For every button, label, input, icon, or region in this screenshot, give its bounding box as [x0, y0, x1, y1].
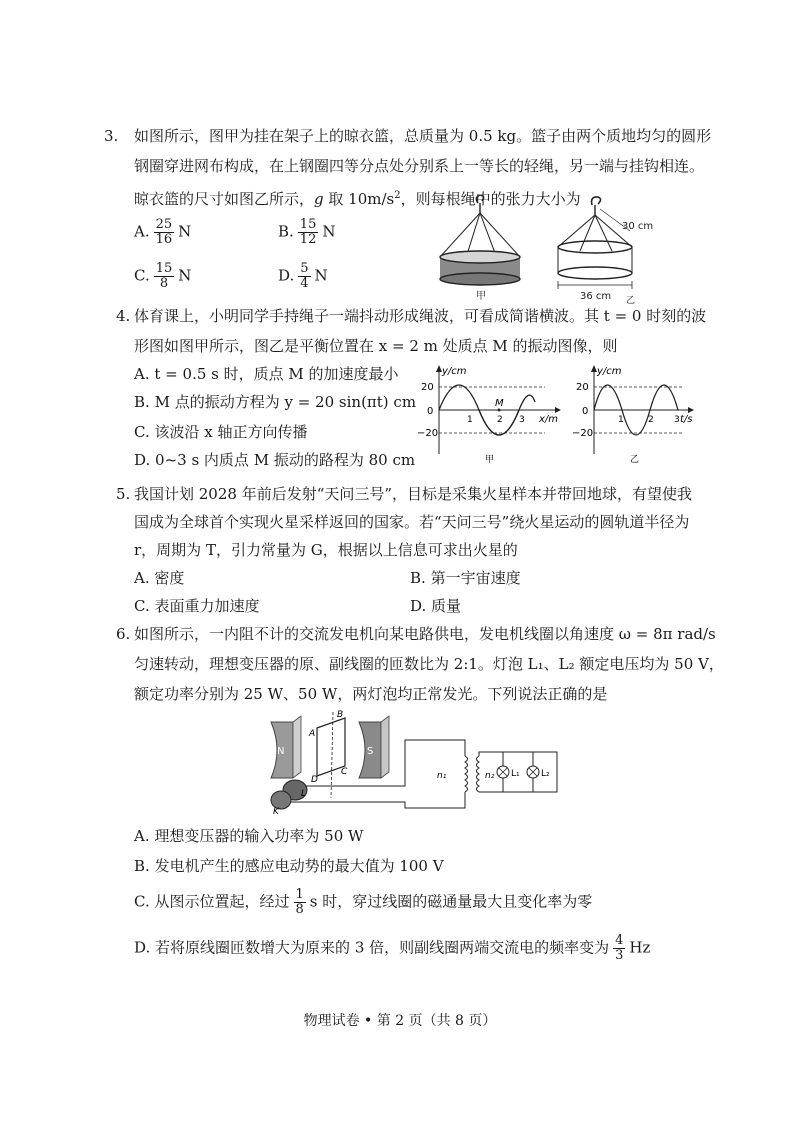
svg-text:S: S [367, 746, 374, 757]
q4-vibration-graph-yi [570, 362, 700, 467]
svg-text:A: A [309, 729, 316, 739]
svg-text:D: D [311, 775, 318, 785]
svg-text:3: 3 [674, 415, 680, 425]
q5-line-1: 我国计划 2028 年前后发射“天问三号”，目标是采集火星样本并带回地球，有望使我 [134, 485, 693, 503]
q4-option-d[interactable]: D. 0~3 s 内质点 M 振动的路程为 80 cm [134, 451, 416, 469]
q4-number: 4. [116, 307, 131, 325]
q4-wave-graph-jia [415, 362, 565, 467]
svg-text:x/m: x/m [539, 414, 559, 425]
q3-line-2: 钢圈穿进网布构成，在上钢圈四等分点处分别系上一等长的轻绳，另一端与挂钩相连。 [134, 157, 705, 175]
svg-text:0: 0 [582, 406, 589, 417]
point-m-label: M [495, 398, 504, 409]
q4-option-a[interactable]: A. t = 0.5 s 时，质点 M 的加速度最小 [134, 365, 399, 383]
q6-line-1: 如图所示，一内阻不计的交流发电机向某电路供电，发电机线圈以角速度 ω = 8π rad/s [134, 625, 716, 643]
svg-text:2: 2 [497, 415, 503, 425]
q6-line-3: 额定功率分别为 25 W、50 W，两灯泡均正常发光。下列说法正确的是 [134, 685, 608, 703]
q5-number: 5. [116, 485, 131, 503]
svg-text:−20: −20 [417, 428, 439, 439]
q6-option-c[interactable]: C. 从图示位置起，经过 $\frac{1}{8}$ s 时，穿过线圈的磁通量最大且变化率为零 [134, 887, 593, 917]
svg-text:n₂: n₂ [485, 771, 495, 781]
q4-line-2: 形图如图甲所示，图乙是平衡位置在 x = 2 m 处质点 M 的振动图像，则 [134, 337, 618, 355]
wire-bottom [291, 792, 465, 808]
basket-yi-drawing [558, 197, 632, 289]
q6-option-b[interactable]: B. 发电机产生的感应电动势的最大值为 100 V [134, 857, 444, 875]
q3-option-a[interactable]: A. $\frac{25}{16}$ N [134, 217, 192, 247]
svg-text:甲: 甲 [485, 455, 495, 465]
q4-option-b[interactable]: B. M 点的振动方程为 y = 20 sin(πt) cm [134, 393, 417, 411]
q3-basket-figure [430, 195, 680, 305]
q3-option-c[interactable]: C. $\frac{15}{8}$ N [134, 261, 192, 291]
page-footer: 物理试卷 • 第 2 页（共 8 页） [303, 1013, 497, 1029]
q3-option-b[interactable]: B. $\frac{15}{12}$ N [278, 217, 336, 247]
q5-option-d[interactable]: D. 质量 [410, 597, 462, 615]
basket-width-label: 36 cm [580, 291, 612, 302]
svg-text:L₂: L₂ [541, 769, 550, 779]
q6-option-a[interactable]: A. 理想变压器的输入功率为 50 W [134, 827, 364, 845]
svg-text:0: 0 [427, 406, 434, 417]
q3-option-d[interactable]: D. $\frac{5}{4}$ N [278, 261, 328, 291]
q3-line-3: 晾衣篮的尺寸如图乙所示，g 取 $10m/s^2$，则每根绳中的张力大小为 [134, 190, 581, 208]
svg-text:20: 20 [576, 382, 589, 393]
q4-option-c[interactable]: C. 该波沿 x 轴正方向传播 [134, 423, 308, 441]
q6-option-d[interactable]: D. 若将原线圈匝数增大为原来的 3 倍，则副线圈两端交流电的频率变为 $\frac{4}{3}$ Hz [134, 933, 651, 963]
svg-text:N: N [277, 746, 285, 757]
svg-text:L₁: L₁ [511, 769, 520, 779]
basket-jia-drawing [440, 195, 520, 285]
svg-text:B: B [337, 710, 344, 720]
q6-generator-figure [265, 708, 565, 816]
q3-number: 3. [104, 127, 119, 145]
svg-text:y/cm: y/cm [442, 366, 467, 377]
svg-text:1: 1 [618, 415, 624, 425]
svg-text:t/s: t/s [680, 414, 693, 425]
basket-height-label: 30 cm [622, 221, 654, 232]
secondary-coil [477, 756, 480, 792]
q5-option-a[interactable]: A. 密度 [134, 569, 185, 587]
q6-number: 6. [116, 625, 131, 643]
basket-jia-caption: 甲 [476, 291, 486, 302]
q5-option-b[interactable]: B. 第一宇宙速度 [410, 569, 521, 587]
q6-line-2: 匀速转动，理想变压器的原、副线圈的匝数比为 2:1。灯泡 L₁、L₂ 额定电压均为 50 V， [134, 655, 724, 673]
primary-coil [465, 756, 468, 792]
svg-text:−20: −20 [572, 428, 594, 439]
svg-text:1: 1 [467, 415, 473, 425]
q5-line-3: r，周期为 T，引力常量为 G，根据以上信息可求出火星的 [134, 541, 518, 559]
svg-text:L: L [301, 789, 307, 799]
q5-option-c[interactable]: C. 表面重力加速度 [134, 597, 260, 615]
q3-line-1: 如图所示，图甲为挂在架子上的晾衣篮，总质量为 0.5 kg。篮子由两个质地均匀的圆形 [134, 127, 712, 145]
svg-text:C: C [341, 767, 348, 777]
q4-line-1: 体育课上，小明同学手持绳子一端抖动形成绳波，可看成简谐横波。其 t = 0 时刻的波 [134, 307, 707, 325]
svg-text:n₁: n₁ [437, 771, 447, 781]
svg-text:2: 2 [648, 415, 654, 425]
basket-yi-caption: 乙 [626, 296, 636, 305]
svg-text:乙: 乙 [630, 455, 640, 465]
svg-text:K: K [273, 807, 279, 816]
svg-text:20: 20 [421, 382, 434, 393]
svg-text:y/cm: y/cm [597, 366, 622, 377]
svg-text:3: 3 [519, 415, 525, 425]
q5-line-2: 国成为全球首个实现火星采样返回的国家。若“天问三号”绕火星运动的圆轨道半径为 [134, 513, 690, 531]
